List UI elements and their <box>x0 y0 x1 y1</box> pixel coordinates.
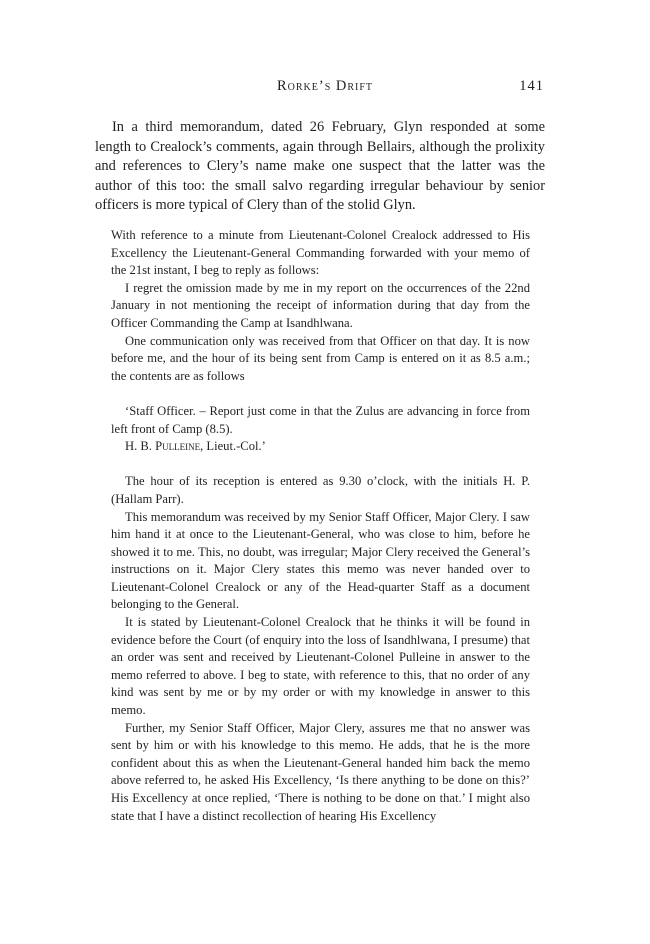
letter-paragraph-memorandum: This memorandum was received by my Senior Staff Officer, Major Clery. I saw him hand it at once to the Lieutenant-General, who was close to him, before he showed it to me. This, no doubt, was irregular; Major Clery received the General’s instructions on it. Major Clery states this memo was never handed over to Lieutenant-Colonel Crealock or any of the Head-quarter Staff as a document belonging to the General. <box>111 509 530 612</box>
spacer <box>111 456 530 474</box>
block-quotation <box>111 227 530 825</box>
page-number: 141 <box>519 78 544 94</box>
intro-paragraph: In a third memorandum, dated 26 February, Glyn responded at some length to Crealock’s comments, again through Bellairs, although the prolixity and references to Clery’s name make one suspect that the latter was the author of this too: the small salvo regarding irregular behaviour by senior officers is more typical of Clery than of the stolid Glyn. <box>95 119 545 214</box>
letter-paragraph-communication: One communication only was received from that Officer on that day. It is now before me, and the hour of its being sent from Camp is entered on it as 8.5 a.m.; the contents are as follows <box>111 333 530 383</box>
signature-suffix: , Lieut.-Col.’ <box>200 439 266 454</box>
letter-paragraph-regret: I regret the omission made by me in my report on the occurrences of the 22nd January in not mentioning the receipt of information during that day from the Officer Commanding the Camp at Isandhlwana. <box>111 280 530 330</box>
signature-prefix: H. B. <box>125 439 156 454</box>
letter-paragraph-hour: The hour of its reception is entered as 9.30 o’clock, with the initials H. P. (Hallam Parr). <box>111 474 530 506</box>
running-title: Rorke’s Drift <box>276 78 374 94</box>
letter-paragraph-further: Further, my Senior Staff Officer, Major Clery, assures me that no answer was sent by him or with his knowledge to this memo. He adds, that he is the more confident about this as when the Lieutenant-General handed him back the memo above referred to, he asked His Excellency, ‘Is there anything to be done on this?’ His Excellency at once replied, ‘There is nothing to be done on that.’ I might also state that I have a distinct recollection of hearing His Excellency <box>111 720 530 823</box>
spacer <box>111 385 530 403</box>
quoted-message-signature <box>111 438 530 456</box>
quoted-message: ‘Staff Officer. – Report just come in that the Zulus are advancing in force from left front of Camp (8.5). <box>111 403 530 436</box>
letter-opening: With reference to a minute from Lieutenant-Colonel Crealock addressed to His Excellency the Lieutenant-General Commanding forwarded with your memo of the 21st instant, I beg to reply as follows: <box>111 228 530 278</box>
letter-paragraph-stated: It is stated by Lieutenant-Colonel Crealock that he thinks it will be found in evidence before the Court (of enquiry into the loss of Isandhlwana, I presume) that an order was sent and received by Lieutenant-Colonel Pulleine in answer to the memo referred to above. I beg to state, with reference to this, that no order of any kind was sent by me or by my order or with my knowledge in answer to this memo. <box>111 615 530 718</box>
running-head <box>0 78 650 98</box>
signature-name: Pulleine <box>155 439 201 454</box>
